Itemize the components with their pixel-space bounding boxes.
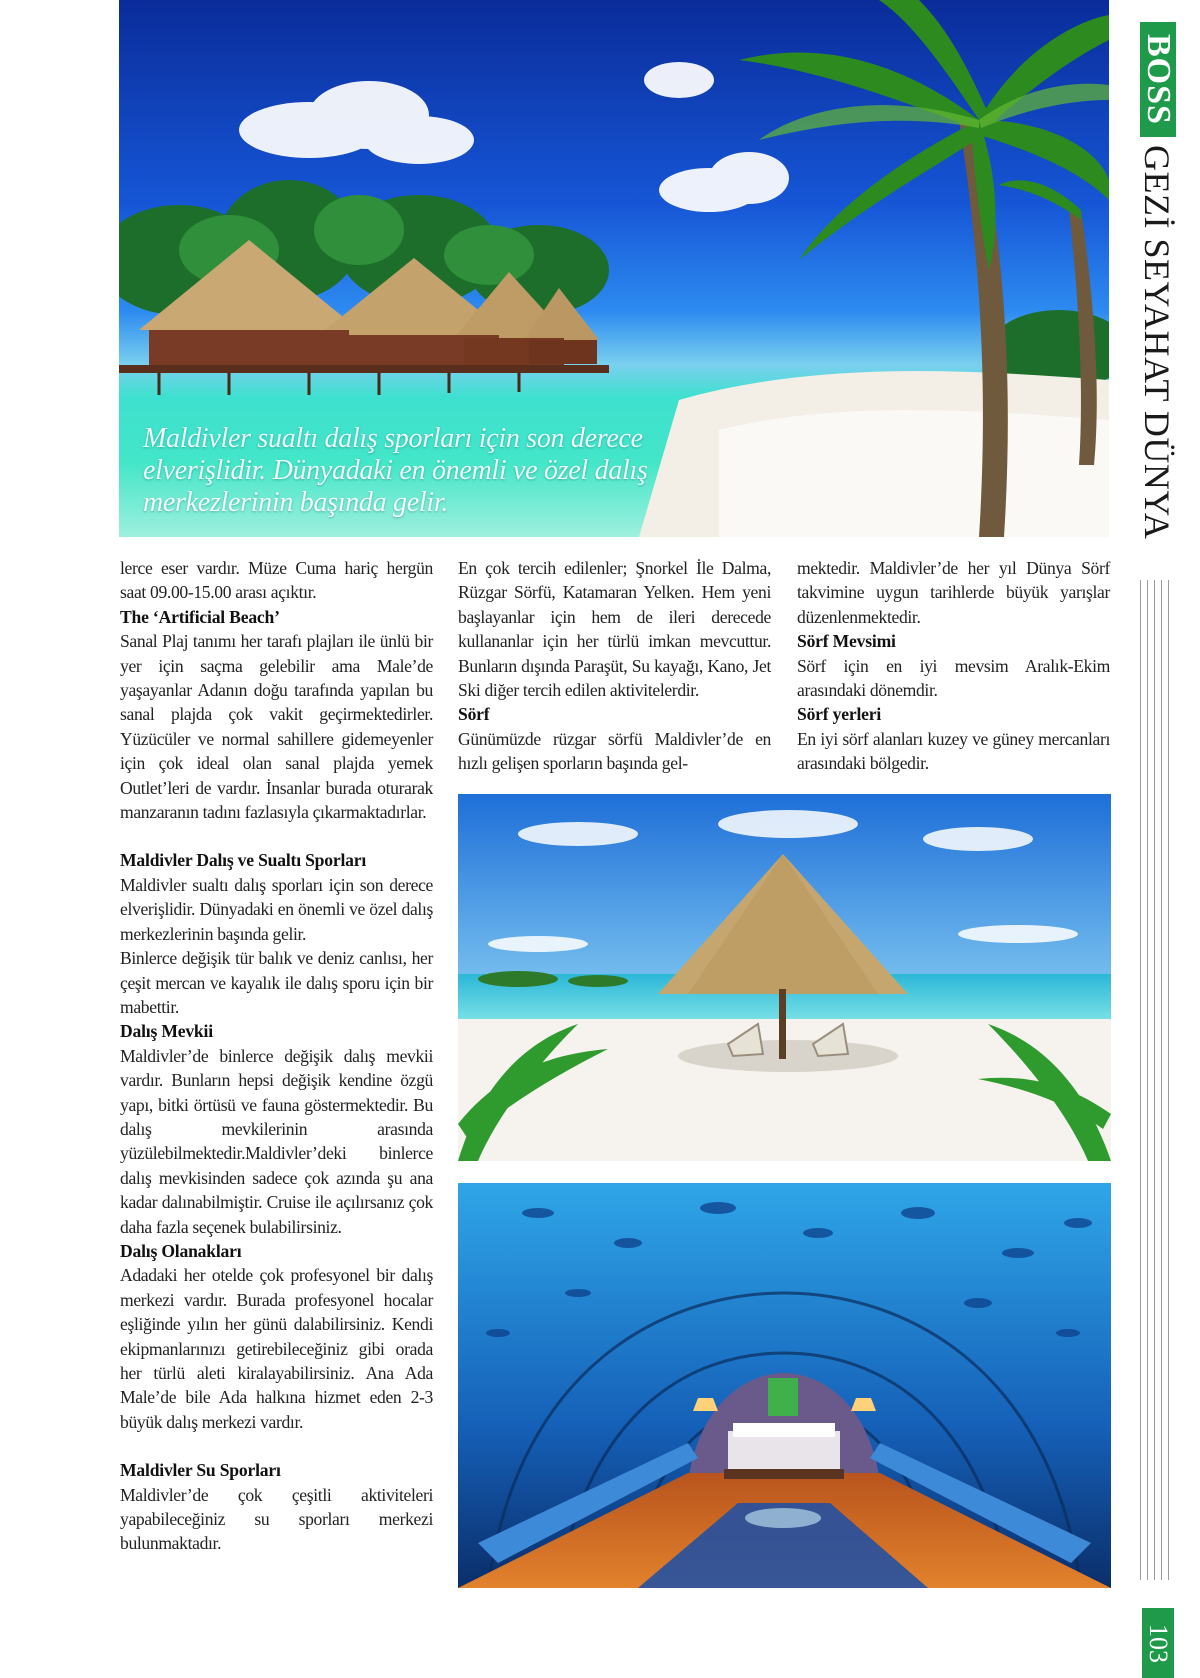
sidebar-rule: [1168, 580, 1169, 1580]
diving-paragraph-2: Binlerce değişik tür balık ve deniz canlısı, her çeşit mercan ve kayalık ile dalış sporu için bir mabettir.: [120, 948, 433, 1017]
brand-logo-text: BOSS: [1140, 34, 1177, 125]
hero-photo: [119, 0, 1109, 537]
diving-heading: Maldivler Dalış ve Sualtı Sporları: [120, 850, 367, 871]
beach-illustration: [458, 794, 1111, 1161]
sidebar-rule: [1147, 580, 1148, 1580]
text-column-1: [120, 556, 433, 1556]
beach-umbrella-photo: [458, 794, 1111, 1161]
dive-spots-paragraph: Maldivler’de binlerce değişik dalış mevkii vardır. Bunların hepsi değişik kendine özgü yapı, bitki örtüsü ve fauna göstermektedir. Bu dalış mevkilerinin arasında yüzülebilmektedir.Maldivler’deki binlerce dalış mevkisinden sadece çok azında şu ana kadar dalınabilmiştir. Cruise ile açılırsanız çok daha fazla seçenek bulabilirsiniz.: [120, 1045, 433, 1237]
text-column-2: [458, 556, 771, 776]
text-column-3: [797, 556, 1110, 776]
artificial-beach-heading: The ‘Artificial Beach’: [120, 606, 280, 627]
surf-season-heading: Sörf Mevsimi: [797, 631, 896, 652]
museum-paragraph: lerce eser vardır. Müze Cuma hariç hergün saat 09.00-15.00 arası açıktır.: [120, 558, 433, 603]
page-number: 103: [1144, 1623, 1173, 1663]
section-title: GEZİ SEYAHAT DÜNYA: [1137, 145, 1177, 540]
surf-places-heading: Sörf yerleri: [797, 704, 882, 725]
surf-heading: Sörf: [458, 704, 490, 725]
sidebar-rule: [1161, 580, 1162, 1580]
artificial-beach-paragraph: Sanal Plaj tanımı her tarafı plajları ile ünlü bir yer için saçma gelebilir ama Male’de yaşayanlar Adanın doğu tarafında yapılan bu sanal plajda çok vakit geçirmektedirler. Yüzücüler ve normal sahillere gidemeyenler için çok ideal olan sanal plajda yemek Outlet’leri de vardır. İnsanlar burada oturarak manzaranın tadını fazlasıyla çıkarmaktadırlar.: [120, 631, 433, 823]
dive-spots-heading: Dalış Mevkii: [120, 1021, 213, 1042]
surf-paragraph: Günümüzde rüzgar sörfü Maldivler’de en hızlı gelişen sporların başında gel-: [458, 728, 771, 774]
diving-paragraph: Maldivler sualtı dalış sporları için son derece elverişlidir. Dünyadaki en önemli ve özel dalış merkezlerinin başında gelir.: [120, 874, 433, 944]
dive-facilities-heading: Dalış Olanakları: [120, 1240, 242, 1261]
underwater-illustration: [458, 1183, 1111, 1588]
surf-season-paragraph: Sörf için en iyi mevsim Aralık-Ekim arasındaki dönemdir.: [797, 655, 1110, 701]
underwater-suite-photo: [458, 1183, 1111, 1588]
surf-places-paragraph: En iyi sörf alanları kuzey ve güney mercanları arasındaki bölgedir.: [797, 728, 1110, 774]
hero-caption: Maldivler sualtı dalış sporları için son derece elverişlidir. Dünyadaki en önemli ve özel dalış merkezlerinin başında gelir.: [143, 423, 648, 518]
surf-continued-paragraph: mektedir. Maldivler’de her yıl Dünya Sörf takvimine uygun tarihlerde büyük yarışlar düzenlenmektedir.: [797, 558, 1110, 627]
sidebar-rule: [1140, 580, 1141, 1580]
water-sports-paragraph: Maldivler’de çok çeşitli aktiviteleri yapabileceğiniz su sporları merkezi bulunmaktadır.: [120, 1484, 433, 1554]
water-sports-heading: Maldivler Su Sporları: [120, 1460, 281, 1481]
dive-facilities-paragraph: Adadaki her otelde çok profesyonel bir dalış merkezi vardır. Burada profesyonel hocalar eşliğinde yılın her günü dalabilirsiniz. Kendi ekipmanlarınızı getirebileceğiniz gibi orada her türlü aleti kiralayabilirsiniz. Ana Ada Male’de bile Ada halkına hizmet eden 2-3 büyük dalış merkezi vardır.: [120, 1265, 433, 1432]
activities-paragraph: En çok tercih edilenler; Şnorkel İle Dalma, Rüzgar Sörfü, Katamaran Yelken. Hem yeni başlayanlar için hem de ileri derecede kullananlar için her türlü imkan mevcuttur. Bunların dışında Paraşüt, Su kayağı, Kano, Jet Ski diğer tercih edilen aktivitelerdir.: [458, 558, 771, 701]
sidebar-rule: [1154, 580, 1155, 1580]
